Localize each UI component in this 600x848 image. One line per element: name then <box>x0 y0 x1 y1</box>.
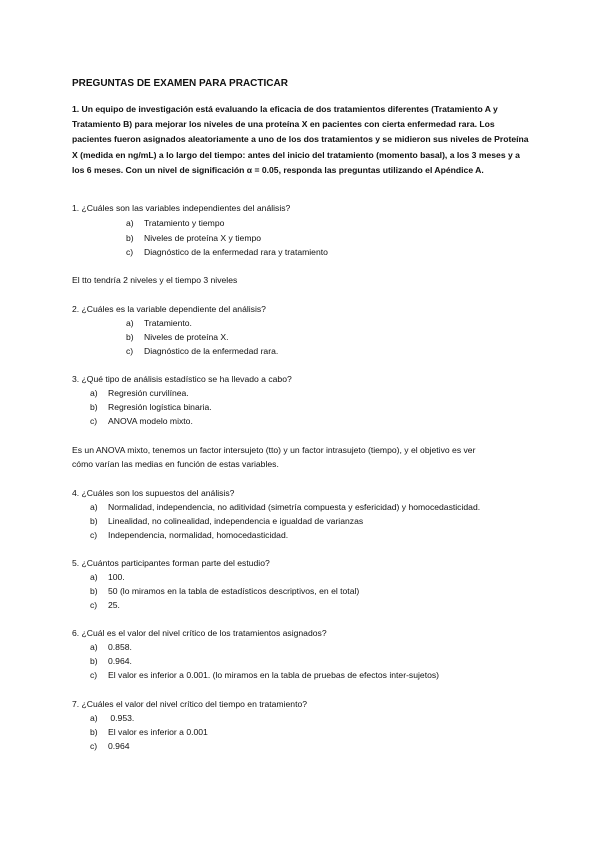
q7-option-a <box>90 711 134 726</box>
q6-option-b-letter: b) <box>90 656 98 666</box>
q3-option-a-letter: a) <box>90 388 98 398</box>
q6-option-c <box>90 668 439 683</box>
q7-option-c-text: 0.964 <box>108 741 130 751</box>
q1-note: El tto tendría 2 niveles y el tiempo 3 niveles <box>72 275 238 285</box>
q2-option-c <box>126 344 278 359</box>
q3-option-c-text: ANOVA modelo mixto. <box>108 416 193 426</box>
q2-option-b <box>126 330 229 345</box>
q3-note-line-2: cómo varían las medias en función de estas variables. <box>72 459 279 469</box>
q5-option-c <box>90 598 120 613</box>
q1-option-b-text: Niveles de proteína X y tiempo <box>144 233 262 243</box>
q5-option-c-letter: c) <box>90 600 98 610</box>
q3-option-b-letter: b) <box>90 402 98 412</box>
q6-option-b <box>90 654 132 669</box>
q4-option-a <box>90 500 480 515</box>
q1-option-a-letter: a) <box>126 218 134 228</box>
q2-option-a-text: Tratamiento. <box>144 318 192 328</box>
q2-option-c-letter: c) <box>126 346 134 356</box>
q3-option-b-text: Regresión logística binaria. <box>108 402 212 412</box>
q4-option-c-text: Independencia, normalidad, homocedasticidad. <box>108 530 289 540</box>
q3-option-a-text: Regresión curvilínea. <box>108 388 189 398</box>
q1-option-c-letter: c) <box>126 247 134 257</box>
q1-option-a <box>126 216 224 231</box>
q7-option-b <box>90 725 208 740</box>
q1-option-a-text: Tratamiento y tiempo <box>144 218 225 228</box>
question-1: 1. ¿Cuáles son las variables independientes del análisis? <box>72 203 291 213</box>
question-7: 7. ¿Cuáles el valor del nivel crítico del tiempo en tratamiento? <box>72 699 308 709</box>
q2-option-a <box>126 316 192 331</box>
q6-option-a-text: 0.858. <box>108 642 132 652</box>
q7-option-b-text: El valor es inferior a 0.001 <box>108 727 208 737</box>
page-title: PREGUNTAS DE EXAMEN PARA PRACTICAR <box>72 78 288 89</box>
q5-option-a <box>90 570 125 585</box>
q3-note-line-1: Es un ANOVA mixto, tenemos un factor intersujeto (tto) y un factor intrasujeto (tiempo), y el objetivo es ver <box>72 445 476 455</box>
q4-option-b-letter: b) <box>90 516 98 526</box>
q3-option-b <box>90 400 212 415</box>
q2-option-a-letter: a) <box>126 318 134 328</box>
q3-option-c-letter: c) <box>90 416 98 426</box>
q5-option-a-letter: a) <box>90 572 98 582</box>
q4-option-a-text: Normalidad, independencia, no aditividad (simetría compuesta y esfericidad) y homocedasticidad. <box>108 502 481 512</box>
q7-option-c <box>90 739 130 754</box>
question-3: 3. ¿Qué tipo de análisis estadístico se ha llevado a cabo? <box>72 374 292 384</box>
q2-option-b-letter: b) <box>126 332 134 342</box>
question-2: 2. ¿Cuáles es la variable dependiente del análisis? <box>72 304 266 314</box>
q6-option-c-text: El valor es inferior a 0.001. (lo miramos en la tabla de pruebas de efectos inter-sujetos) <box>108 670 440 680</box>
q5-option-b-letter: b) <box>90 586 98 596</box>
q6-option-a-letter: a) <box>90 642 98 652</box>
question-5: 5. ¿Cuántos participantes forman parte del estudio? <box>72 558 270 568</box>
q1-option-c <box>126 245 328 260</box>
q1-option-b <box>126 231 261 246</box>
q3-option-a <box>90 386 189 401</box>
q3-option-c <box>90 414 193 429</box>
case-statement: 1. Un equipo de investigación está evaluando la eficacia de dos tratamientos diferentes (Tratamiento A y Tratamiento B) para mejorar los niveles de una proteína X en pacientes con cierta enfermedad rara. Los pacientes fueron asignados aleatoriamente a uno de los dos tratamientos y se midieron sus niveles de Proteína X (medida en ng/mL) a lo largo del tiempo: antes del inicio del tratamiento (momento basal), a los 3 meses y a los 6 meses. Con un nivel de significación α = 0.05, responda las preguntas utilizando el Apéndice A. <box>72 104 529 175</box>
q4-option-a-letter: a) <box>90 502 98 512</box>
q6-option-c-letter: c) <box>90 670 98 680</box>
q5-option-b-text: 50 (lo miramos en la tabla de estadísticos descriptivos, en el total) <box>108 586 360 596</box>
q5-option-c-text: 25. <box>108 600 120 610</box>
question-4: 4. ¿Cuáles son los supuestos del análisis? <box>72 488 235 498</box>
question-6: 6. ¿Cuál es el valor del nivel crítico de los tratamientos asignados? <box>72 628 327 638</box>
q1-option-c-text: Diagnóstico de la enfermedad rara y tratamiento <box>144 247 328 257</box>
q7-option-b-letter: b) <box>90 727 98 737</box>
q6-option-a <box>90 640 132 655</box>
q5-option-b <box>90 584 359 599</box>
q4-option-b <box>90 514 363 529</box>
q7-option-a-letter: a) <box>90 713 98 723</box>
q4-option-c-letter: c) <box>90 530 98 540</box>
q1-option-b-letter: b) <box>126 233 134 243</box>
q5-option-a-text: 100. <box>108 572 125 582</box>
q2-option-b-text: Niveles de proteína X. <box>144 332 229 342</box>
q4-option-b-text: Linealidad, no colinealidad, independencia e igualdad de varianzas <box>108 516 364 526</box>
q7-option-a-text: 0.953. <box>108 713 135 723</box>
q7-option-c-letter: c) <box>90 741 98 751</box>
q6-option-b-text: 0.964. <box>108 656 132 666</box>
q4-option-c <box>90 528 288 543</box>
q2-option-c-text: Diagnóstico de la enfermedad rara. <box>144 346 279 356</box>
